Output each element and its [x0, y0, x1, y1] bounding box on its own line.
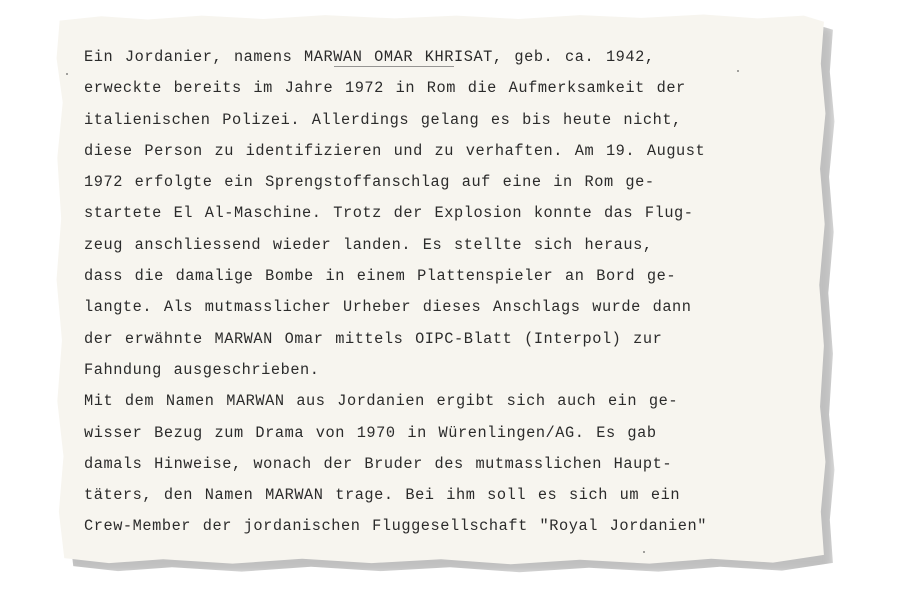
text-line-6: startete El Al-Maschine. Trotz der Explosion konnte das Flug- — [84, 204, 694, 223]
text-line-3: italienischen Polizei. Allerdings gelang es bis heute nicht, — [84, 110, 682, 129]
text-line-10: der erwähnte MARWAN Omar mittels OIPC-Blatt (Interpol) zur — [84, 329, 663, 348]
text-line-16: Crew-Member der jordanischen Fluggesellschaft "Royal Jordanien" — [84, 517, 707, 536]
paper-speck — [66, 73, 68, 75]
text-line-11: Fahndung ausgeschrieben. — [84, 360, 320, 379]
name-underline — [334, 66, 454, 67]
text-line-1: Ein Jordanier, namens MARWAN OMAR KHRISAT, geb. ca. 1942, — [84, 48, 655, 66]
text-line-2: erweckte bereits im Jahre 1972 in Rom die Aufmerksamkeit der — [84, 79, 686, 98]
text-line-5: 1972 erfolgte ein Sprengstoffanschlag auf eine in Rom ge- — [84, 173, 655, 192]
text-line-8: dass die damalige Bombe in einem Plattenspieler an Bord ge- — [84, 267, 677, 286]
text-line-12: Mit dem Namen MARWAN aus Jordanien ergibt sich auch ein ge- — [84, 392, 679, 411]
text-line-15: täters, den Namen MARWAN trage. Bei ihm soll es sich um ein — [84, 486, 681, 505]
text-line-13: wisser Bezug zum Drama von 1970 in Würenlingen/AG. Es gab — [84, 423, 657, 442]
text-line-14: damals Hinweise, wonach der Bruder des mutmasslichen Haupt- — [84, 454, 673, 473]
text-line-7: zeug anschliessend wieder landen. Es stellte sich heraus, — [84, 235, 653, 254]
paper-speck — [737, 70, 739, 72]
typewritten-text — [84, 42, 824, 543]
text-line-9: langte. Als mutmasslicher Urheber dieses Anschlags wurde dann — [84, 298, 692, 317]
text-line-4: diese Person zu identifizieren und zu verhaften. Am 19. August — [84, 141, 706, 160]
paper-speck — [643, 551, 645, 553]
